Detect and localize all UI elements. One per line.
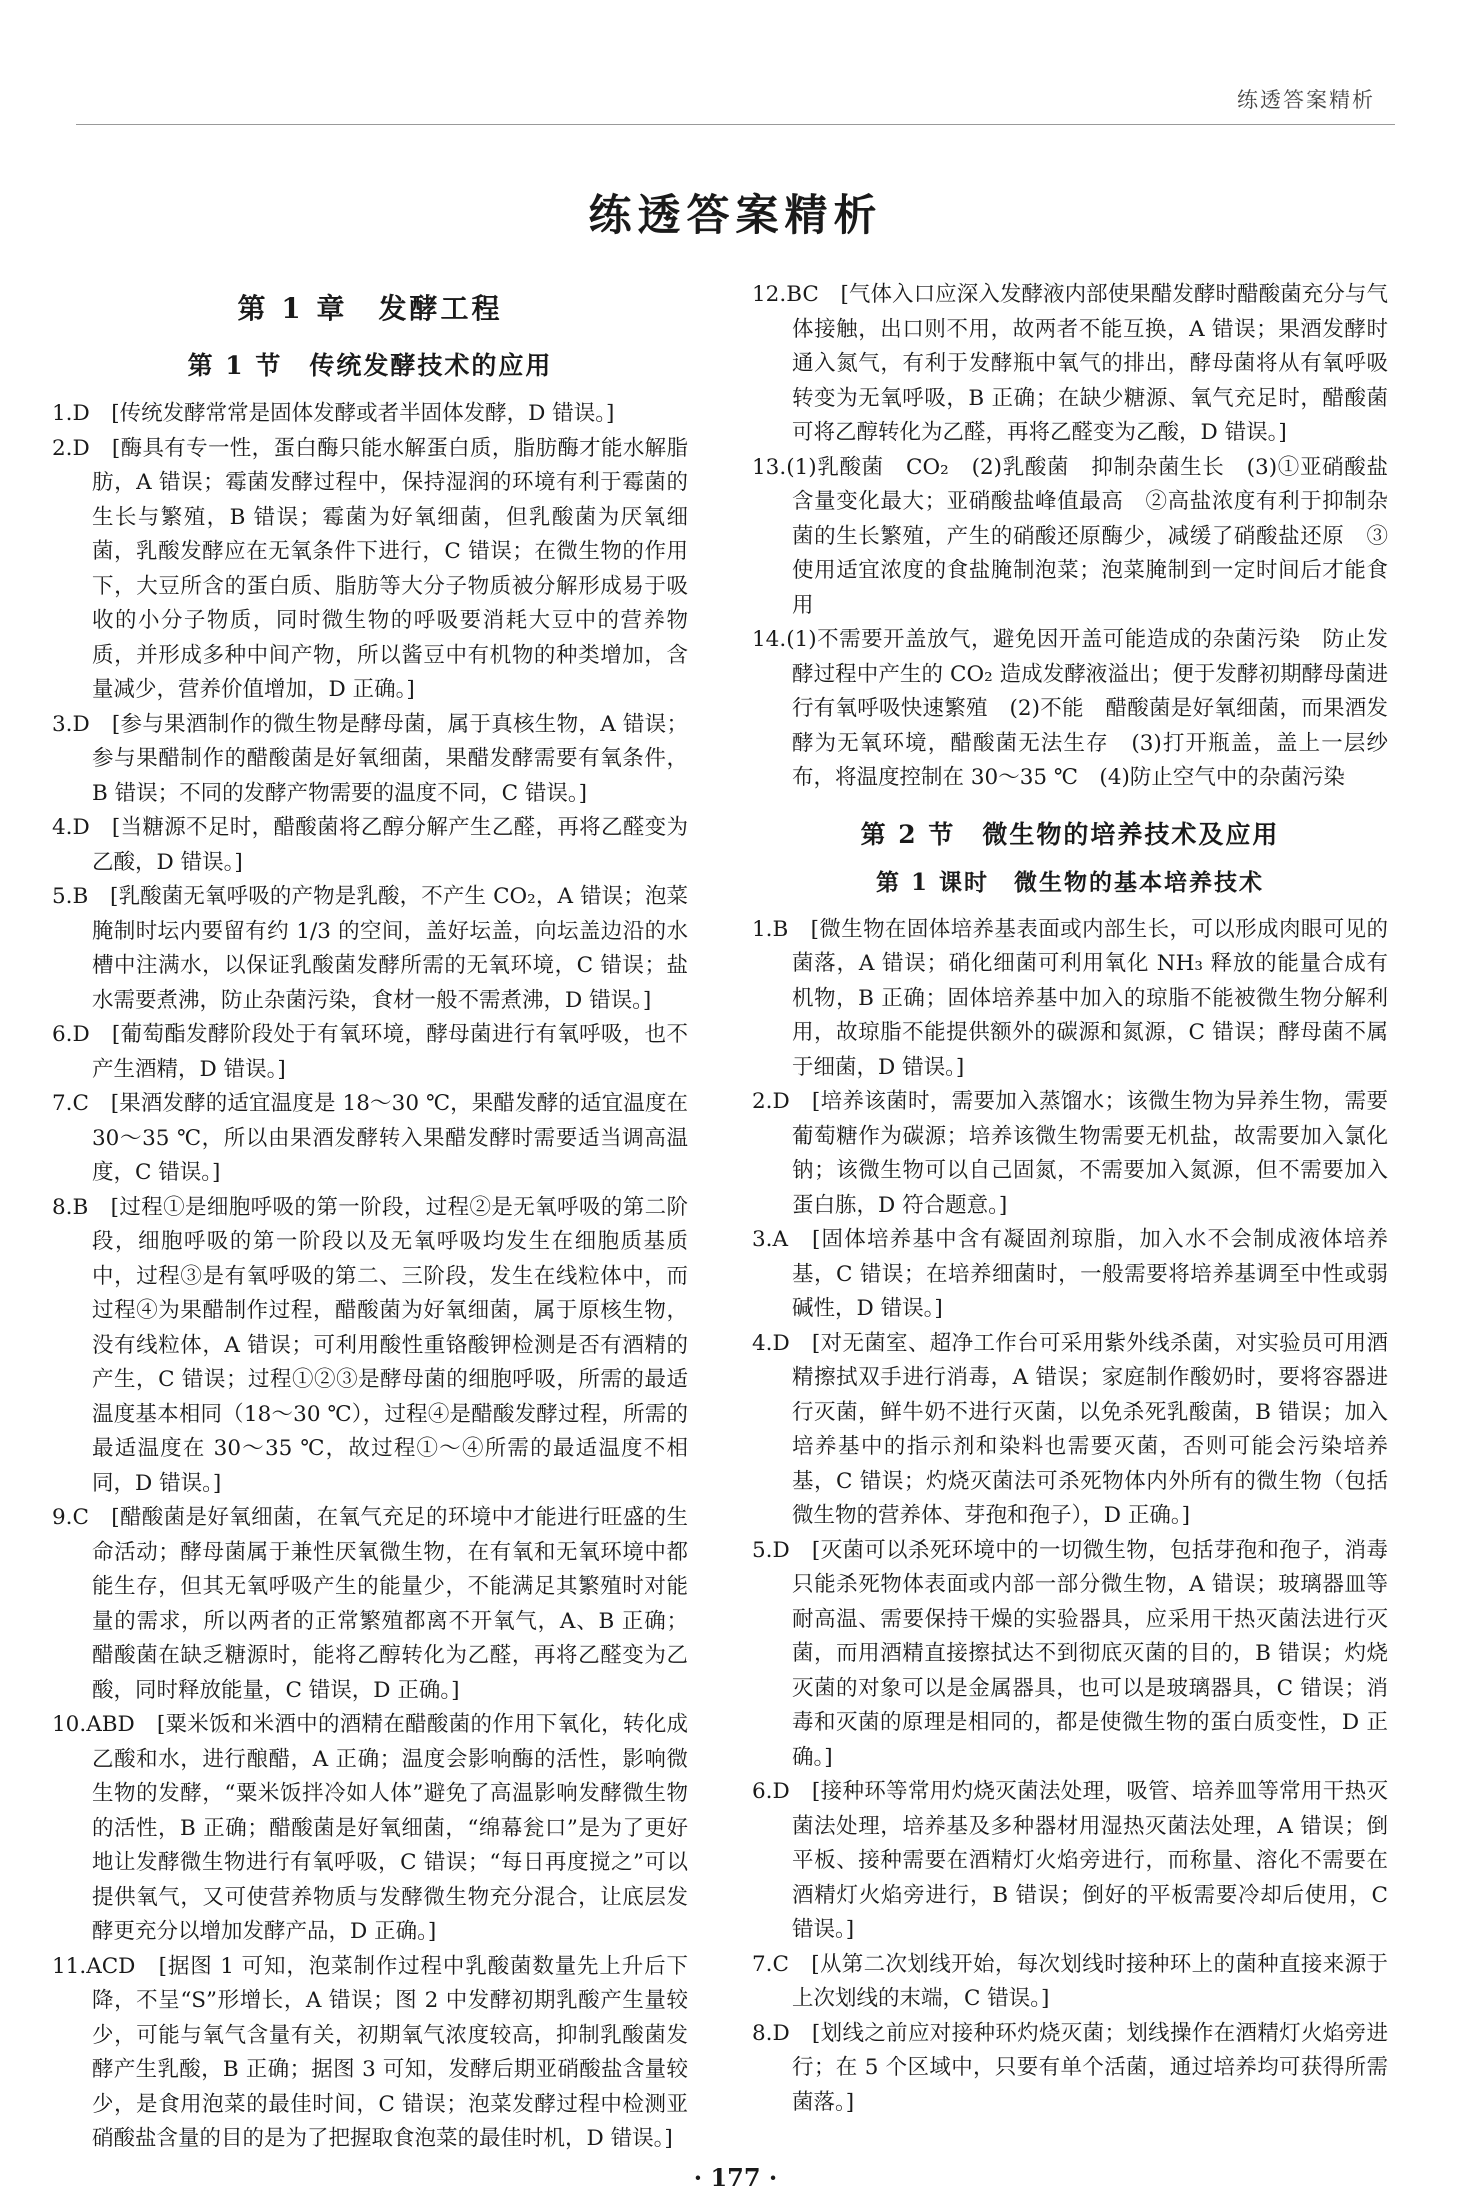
answer-item: 6.D [葡萄酯发酵阶段处于有氧环境，酵母菌进行有氧呼吸，也不产生酒精，D 错误。] (52, 1022, 688, 1082)
answer-item: 7.C [从第二次划线开始，每次划线时接种环上的菌种直接来源于上次划线的末端，C 错误。] (752, 1951, 1388, 2011)
left-column (52, 282, 688, 2151)
answer-item: 3.A [固体培养基中含有凝固剂琼脂，加入水不会制成液体培养基，C 错误；在培养细菌时，一般需要将培养基调至中性或弱碱性，D 错误。] (752, 1227, 1388, 1321)
answer-item: 13.(1)乳酸菌 CO₂ (2)乳酸菌 抑制杂菌生长 (3)①亚硝酸盐含量变化最大；亚硝酸盐峰值最高 ②高盐浓度有利于抑制杂菌的生长繁殖，产生的硝酸还原酶少，减缓了硝酸盐还原 ③使用适宜浓度的食盐腌制泡菜；泡菜腌制到一定时间后才能食用 (752, 454, 1388, 618)
answer-item: 4.D [当糖源不足时，醋酸菌将乙醇分解产生乙醛，再将乙醛变为乙酸，D 错误。] (52, 815, 688, 875)
answer-item: 10.ABD [粟米饭和米酒中的酒精在醋酸菌的作用下氧化，转化成乙酸和水，进行酿醋，A 正确；温度会影响酶的活性，影响微生物的发酵，“粟米饭拌冷如人体”避免了高温影响发酵微生物的活性，B 正确；醋酸菌是好氧细菌，“绵幕瓮口”是为了更好地让发酵微生物进行有氧呼吸，C 错误；“每日再度搅之”可以提供氧气，又可使营养物质与发酵微生物充分混合，让底层发酵更充分以增加发酵产品，D 正确。] (52, 1712, 688, 1944)
page-title: 练透答案精析 (588, 191, 883, 241)
answer-item: 11.ACD [据图 1 可知，泡菜制作过程中乳酸菌数量先上升后下降，不呈“S”形增长，A 错误；图 2 中发酵初期乳酸产生量较少，可能与氧气含量有关，初期氧气浓度较高，抑制乳酸菌发酵产生乳酸，B 正确；据图 3 可知，发酵后期亚硝酸盐含量较少，是食用泡菜的最佳时间，C 错误；泡菜发酵过程中检测亚硝酸盐含量的目的是为了把握取食泡菜的最佳时机，D 错误。] (52, 1953, 688, 2151)
chapter-heading: 第 1 章 发酵工程 (237, 292, 503, 325)
lesson-heading: 第 1 课时 微生物的基本培养技术 (875, 869, 1265, 896)
section-heading: 第 1 节 传统发酵技术的应用 (187, 350, 553, 380)
answer-item: 8.D [划线之前应对接种环灼烧灭菌；划线操作在酒精灯火焰旁进行；在 5 个区域中，只要有单个活菌，通过培养均可获得所需菌落。] (752, 2020, 1388, 2115)
answer-item: 6.D [接种环等常用灼烧灭菌法处理，吸管、培养皿等常用干热灭菌法处理，培养基及多种器材用湿热灭菌法处理，A 错误；倒平板、接种需要在酒精灯火焰旁进行，而称量、溶化不需要在酒精灯火焰旁进行，B 错误；倒好的平板需要冷却后使用，C 错误。] (752, 1779, 1388, 1942)
running-header: 练透答案精析 (1237, 88, 1375, 112)
answer-item: 3.D [参与果酒制作的微生物是酵母菌，属于真核生物，A 错误；参与果醋制作的醋酸菌是好氧细菌，果醋发酵需要有氧条件，B 错误；不同的发酵产物需要的温度不同，C 错误。] (52, 711, 688, 806)
answer-item: 2.D [酶具有专一性，蛋白酶只能水解蛋白质，脂肪酶才能水解脂肪，A 错误；霉菌发酵过程中，保持湿润的环境有利于霉菌的生长与繁殖，B 错误；霉菌为好氧细菌，但乳酸菌为厌氧细菌，乳酸发酵应在无氧条件下进行，C 错误；在微生物的作用下，大豆所含的蛋白质、脂肪等大分子物质被分解形成易于吸收的小分子物质，同时微生物的呼吸要消耗大豆中的营养物质，并形成多种中间产物，所以酱豆中有机物的种类增加，含量减少，营养价值增加，D 正确。] (52, 435, 688, 702)
answer-item: 5.D [灭菌可以杀死环境中的一切微生物，包括芽孢和孢子，消毒只能杀死物体表面或内部一部分微生物，A 错误；玻璃器皿等耐高温、需要保持干燥的实验器具，应采用干热灭菌法进行灭菌，而用酒精直接擦拭达不到彻底灭菌的目的，B 错误；灼烧灭菌的对象可以是金属器具，也可以是玻璃器具，C 错误；消毒和灭菌的原理是相同的，都是使微生物的蛋白质变性，D 正确。] (752, 1537, 1388, 1770)
section-heading: 第 2 节 微生物的培养技术及应用 (860, 819, 1280, 849)
answer-item: 5.B [乳酸菌无氧呼吸的产物是乳酸，不产生 CO₂，A 错误；泡菜腌制时坛内要留有约 1/3 的空间，盖好坛盖，向坛盖边沿的水槽中注满水，以保证乳酸菌发酵所需的无氧环境，C 错误；盐水需要煮沸，防止杂菌污染，食材一般不需煮沸，D 错误。] (52, 884, 688, 1013)
header-rule (76, 124, 1395, 125)
answer-item: 4.D [对无菌室、超净工作台可采用紫外线杀菌，对实验员可用酒精擦拭双手进行消毒，A 错误；家庭制作酸奶时，要将容器进行灭菌，鲜牛奶不进行灭菌，以免杀死乳酸菌，B 错误；加入培养基中的指示剂和染料也需要灭菌，否则可能会污染培养基，C 错误；灼烧灭菌法可杀死物体内外所有的微生物（包括微生物的营养体、芽孢和孢子），D 正确。] (752, 1330, 1388, 1528)
right-column (752, 278, 1388, 2115)
answer-item: 8.B [过程①是细胞呼吸的第一阶段，过程②是无氧呼吸的第二阶段，细胞呼吸的第一阶段以及无氧呼吸均发生在细胞质基质中，过程③是有氧呼吸的第二、三阶段，发生在线粒体中，而过程④为果醋制作过程，醋酸菌为好氧细菌，属于原核生物，没有线粒体，A 错误；可利用酸性重铬酸钾检测是否有酒精的产生，C 错误；过程①②③是酵母菌的细胞呼吸，所需的最适温度基本相同（18～30 ℃），过程④是醋酸发酵过程，所需的最适温度在 30～35 ℃，故过程①～④所需的最适温度不相同，D 错误。] (52, 1194, 688, 1496)
answer-item: 7.C [果酒发酵的适宜温度是 18～30 ℃，果醋发酵的适宜温度在 30～35 ℃，所以由果酒发酵转入果醋发酵时需要适当调高温度，C 错误。] (52, 1091, 688, 1185)
answer-item: 14.(1)不需要开盖放气，避免因开盖可能造成的杂菌污染 防止发酵过程中产生的 CO₂ 造成发酵液溢出；便于发酵初期酵母菌进行有氧呼吸快速繁殖 (2)不能 醋酸菌是好氧细菌，而果酒发酵为无氧环境，醋酸菌无法生存 (3)打开瓶盖，盖上一层纱布，将温度控制在 30～35 ℃ (4)防止空气中的杂菌污染 (752, 627, 1388, 790)
answer-item: 9.C [醋酸菌是好氧细菌，在氧气充足的环境中才能进行旺盛的生命活动；酵母菌属于兼性厌氧微生物，在有氧和无氧环境中都能生存，但其无氧呼吸产生的能量少，不能满足其繁殖时对能量的需求，所以两者的正常繁殖都离不开氧气，A、B 正确；醋酸菌在缺乏糖源时，能将乙醇转化为乙醛，再将乙醛变为乙酸，同时释放能量，C 错误，D 正确。] (52, 1505, 688, 1703)
page-number: · 177 · (693, 2163, 778, 2192)
answer-item: 1.D [传统发酵常常是固体发酵或者半固体发酵，D 错误。] (52, 401, 615, 426)
answer-item: 1.B [微生物在固体培养基表面或内部生长，可以形成肉眼可见的菌落，A 错误；硝化细菌可利用氧化 NH₃ 释放的能量合成有机物，B 正确；固体培养基中加入的琼脂不能被微生物分解利用，故琼脂不能提供额外的碳源和氮源，C 错误；酵母菌不属于细菌，D 错误。] (752, 916, 1388, 1080)
answer-item: 12.BC [气体入口应深入发酵液内部使果醋发酵时醋酸菌充分与气体接触，出口则不用，故两者不能互换，A 错误；果酒发酵时通入氮气，有利于发酵瓶中氧气的排出，酵母菌将从有氧呼吸转变为无氧呼吸，B 正确；在缺少糖源、氧气充足时，醋酸菌可将乙醇转化为乙醛，再将乙醛变为乙酸，D 错误。] (752, 282, 1388, 445)
answer-item: 2.D [培养该菌时，需要加入蒸馏水；该微生物为异养生物，需要葡萄糖作为碳源；培养该微生物需要无机盐，故需要加入氯化钠；该微生物可以自己固氮，不需要加入氮源，但不需要加入蛋白胨，D 符合题意。] (752, 1089, 1388, 1218)
